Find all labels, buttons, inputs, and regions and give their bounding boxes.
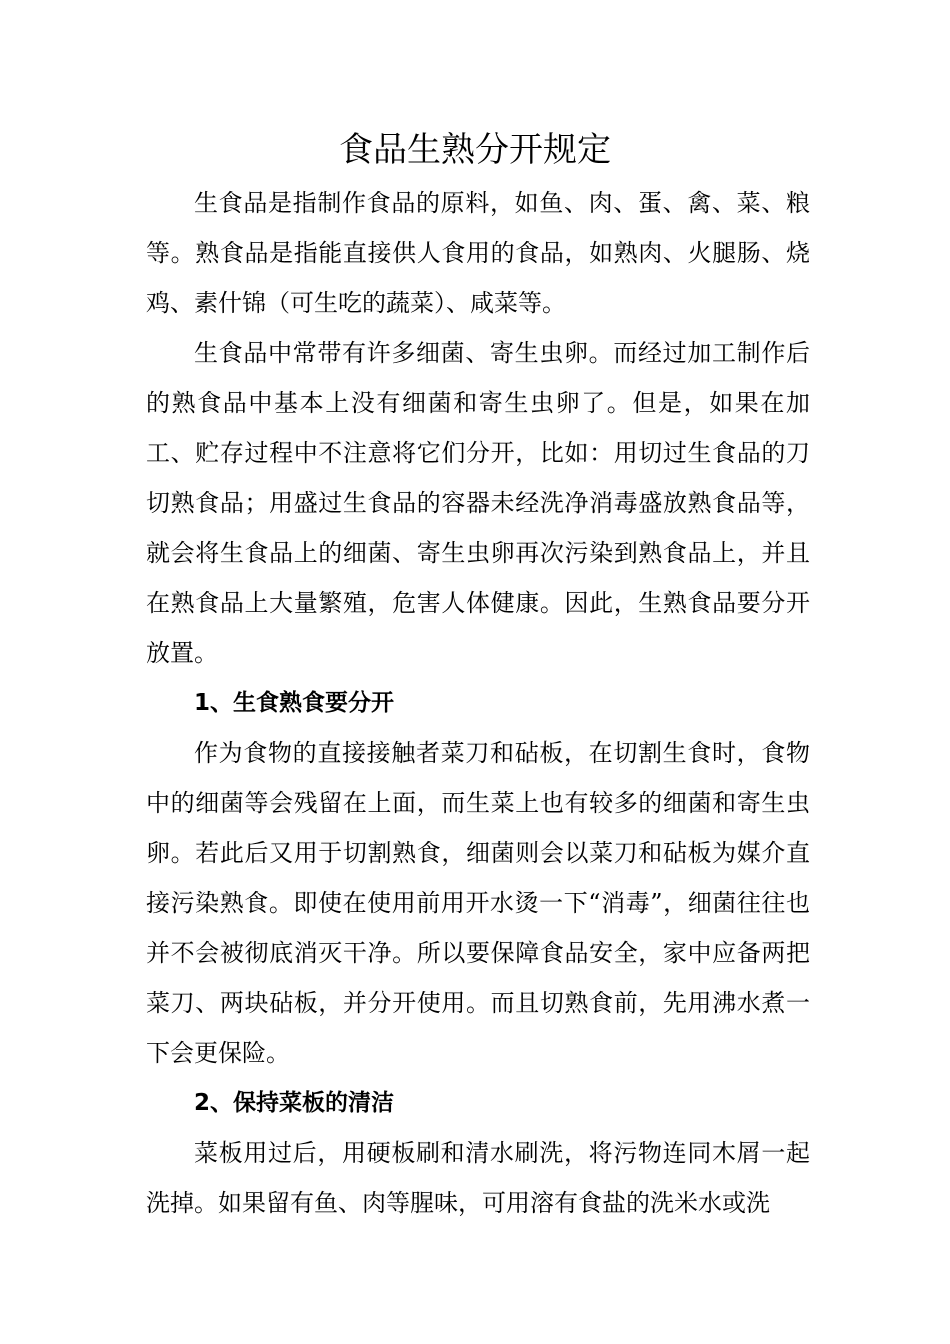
section-heading-1: 1、生食熟食要分开 xyxy=(194,690,395,716)
section-text-2: 菜板用过后，用硬板刷和清水刷洗，将污物连同木屑一起洗掉。如果留有鱼、肉等腥味，可用溶有食盐的洗米水或洗 xyxy=(146,1139,810,1217)
section-text-1: 作为食物的直接接触者菜刀和砧板，在切割生食时，食物中的细菌等会残留在上面，而生菜上也有较多的细菌和寄生虫卵。若此后又用于切割熟食，细菌则会以菜刀和砧板为媒介直接污染熟食。即使在使用前用开水烫一下“消毒”，细菌往往也并不会被彻底消灭干净。所以要保障食品安全，家中应备两把菜刀、两块砧板，并分开使用。而且切熟食前，先用沸水煮一下会更保险。 xyxy=(146,739,810,1067)
document-body xyxy=(146,178,810,1228)
paragraph-hazard: 生食品中常带有许多细菌、寄生虫卵。而经过加工制作后的熟食品中基本上没有细菌和寄生虫卵了。但是，如果在加工、贮存过程中不注意将它们分开，比如：用切过生食品的刀切熟食品；用盛过生食品的容器未经洗净消毒盛放熟食品等，就会将生食品上的细菌、寄生虫卵再次污染到熟食品上，并且在熟食品上大量繁殖，危害人体健康。因此，生熟食品要分开放置。 xyxy=(146,339,810,667)
document-title: 食品生熟分开规定 xyxy=(339,130,611,170)
paragraph-definition: 生食品是指制作食品的原料，如鱼、肉、蛋、禽、菜、粮等。熟食品是指能直接供人食用的食品，如熟肉、火腿肠、烧鸡、素什锦（可生吃的蔬菜）、咸菜等。 xyxy=(146,189,810,317)
section-heading-2: 2、保持菜板的清洁 xyxy=(194,1090,395,1116)
